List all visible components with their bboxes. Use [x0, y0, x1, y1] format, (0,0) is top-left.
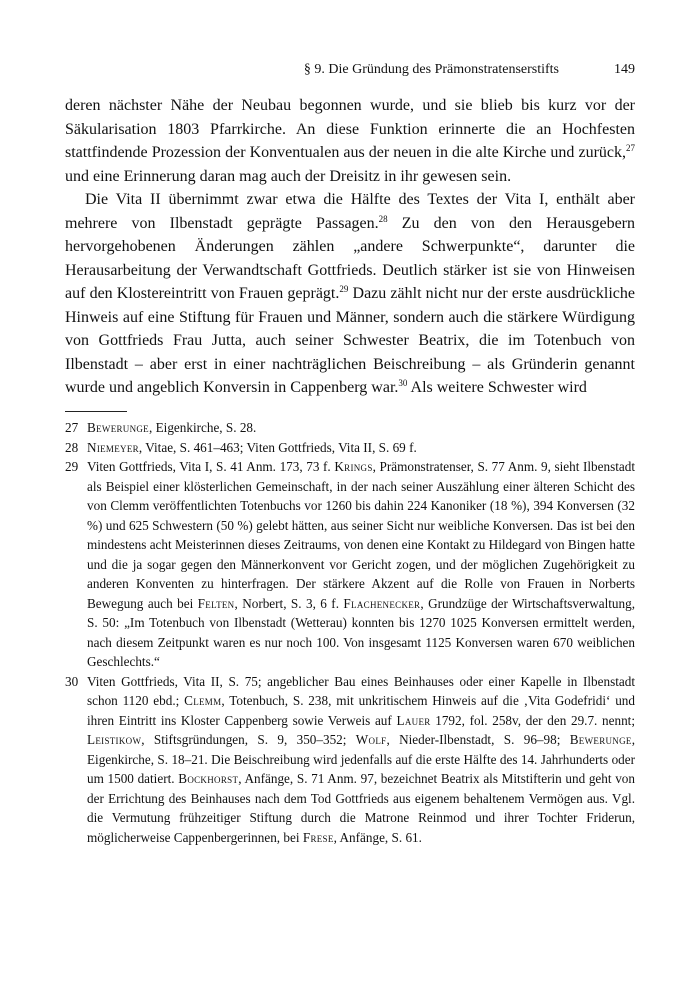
footnote-ref-30[interactable]: 30: [398, 378, 408, 388]
footnote-body: , Vitae, S. 461–463; Viten Gottfrieds, Vita II, S. 69 f.: [138, 439, 417, 455]
footnotes: [65, 418, 635, 847]
footnote-30: [65, 672, 635, 848]
author-name: Bewerunge: [569, 732, 632, 747]
footnote-27: [65, 418, 635, 438]
footnote-body: , Anfänge, S. 71 Anm. 97, bezeichnet Beatrix als Mitstifterin und geht von der Errichtung des Beinhauses nach dem Tod Gottfrieds aus eigenem behaltenem Vermögen aus. Vgl. die Vermutung frühzeitiger Stiftung durch die Matrone Reinmod und ihrer Tochter Friderun, möglicherweise Cappenbergerinnen, bei: [87, 771, 635, 845]
footnote-text: [87, 457, 635, 672]
footnote-28: [65, 438, 635, 458]
author-name: Wolf: [355, 732, 387, 747]
paragraph-1-text: deren nächster Nähe der Neubau begonnen wurde, und sie blieb bis kurz vor der Säkularisation 1803 Pfarrkirche. An diese Funktion erinnerte die an Hochfesten stattfindende Prozession der Konventualen aus der neuen in die alte Kirche und zurück,: [65, 97, 635, 161]
author-name: Bewerunge: [87, 420, 149, 435]
footnote-number: 28: [65, 439, 79, 455]
footnote-body: Viten Gottfrieds, Vita I, S. 41 Anm. 173, 73 f.: [87, 459, 335, 474]
footnote-body: , Eigenkirche, S. 18–21. Die Beischreibung wird jedenfalls auf die erste Hälfte des 14. Jahrhunderts oder um 1500 datiert.: [87, 732, 635, 786]
footnote-ref-28[interactable]: 28: [378, 213, 388, 224]
footnote-text: [87, 672, 635, 848]
footnote-body: , Anfänge, S. 61.: [333, 829, 422, 845]
page-number: 149: [614, 62, 635, 77]
author-name: Frese: [302, 829, 334, 845]
footnote-body: , Norbert, S. 3, 6 f.: [234, 595, 344, 611]
paragraph-1: [65, 94, 635, 188]
running-title: § 9. Die Gründung des Prämonstratenserstifts: [303, 62, 559, 77]
main-text: [65, 94, 635, 400]
footnote-number: 27: [65, 420, 79, 435]
paragraph-2-text-b: Zu den von den Herausgebern hervorgehobenen Änderungen zählen „andere Schwerpunkte“, darunter die Herausarbeitung der Verwandtschaft Gottfrieds. Deutlich stärker ist sie von Hinweisen auf den Klostereintritt von Frauen geprägt.: [65, 214, 635, 302]
footnote-text: [87, 418, 635, 438]
footnote-body: , Eigenkirche, S. 28.: [149, 420, 257, 435]
footnote-body: 1792, fol. 258v, der den 29.7. nennt;: [430, 712, 635, 728]
paragraph-2-text-a: Die Vita II übernimmt zwar etwa die Hälfte des Textes der Vita I, enthält aber mehrere von Ilbenstadt geprägte Passagen.: [65, 191, 635, 232]
paragraph-2-text-c: Dazu zählt nicht nur der erste ausdrückliche Hinweis auf eine Stiftung für Frauen und Männer, sondern auch die stärkere Würdigung von Gottfrieds Frau Jutta, auch seiner Schwester Beatrix, die im Totenbuch von Ilbenstadt – aber erst in einer nachträglichen Beischreibung – als Gründerin genannt wurde und angeblich Konversin in Cappenberg war.: [65, 285, 636, 396]
author-name: Clemm: [184, 693, 222, 708]
author-name: Niemeyer: [87, 439, 139, 455]
author-name: Krings: [334, 459, 373, 474]
author-name: Flachenecker: [343, 595, 421, 611]
footnote-body: , Nieder-Ilbenstadt, S. 96–98;: [386, 732, 570, 747]
footnote-ref-29[interactable]: 29: [339, 284, 349, 294]
footnote-body: , Totenbuch, S. 238, mit unkritischem Hinweis auf die ‚Vita Godefridi‘ und ihren Eintritt ins Kloster Cappenberg sowie Verweis auf: [87, 693, 635, 728]
footnote-body: Viten Gottfrieds, Vita II, S. 75; angeblicher Bau eines Beinhauses oder einer Kapelle in Ilbenstadt schon 1120 ebd.;: [87, 673, 635, 708]
footnote-29: [65, 457, 635, 672]
paragraph-1-text-end: und eine Erinnerung daran mag auch der Dreisitz in ihr gewesen sein.: [65, 167, 512, 185]
footnote-number: 29: [65, 459, 79, 474]
footnote-ref-27[interactable]: 27: [626, 143, 635, 153]
paragraph-2-text-d: Als weitere Schwester wird: [407, 379, 587, 396]
footnote-body: , Stiftsgründungen, S. 9, 350–352;: [141, 732, 356, 747]
paragraph-2: [65, 188, 635, 400]
footnote-text: [87, 438, 635, 458]
footnote-separator: [65, 411, 127, 412]
author-name: Leistikow: [87, 732, 142, 747]
footnote-body: , Prämonstratenser, S. 77 Anm. 9, sieht Ilbenstadt als Beispiel einer klösterlichen Gemeinschaft, in der nach seiner Auszählung einer älteren Schicht des von Clemm veröffentlichten Totenbuchs vor 1260 bis dahin 224 Kanoniker (18 %), 394 Konversen (32 %) und 625 Schwestern (50 %) gelebt hätten, aus seiner Sicht nur weibliche Konversen. Das ist bei den mindestens acht Meisterinnen dieses Zeitraums, von denen eine Kontakt zu Hildegard von Bingen hatte und die ja sogar gegen den Männerkonvent vor Gericht zogen, und der möglichen Zugehörigkeit zu anderen Konventen zu hinterfragen. Der stärkere Akzent auf die Rolle von Frauen in Norberts Bewegung auch bei: [87, 459, 635, 611]
author-name: Bockhorst: [178, 771, 239, 786]
author-name: Lauer: [396, 712, 431, 728]
footnote-body: , Grundzüge der Wirtschaftsverwaltung, S. 50: „Im Totenbuch von Ilbenstadt (Wetterau) konnten bis 1270 1025 Konversen ermittelt werden, nach diesem Zeitpunkt waren es nur noch 100. Von insgesamt 1125 Konversen waren 670 weiblichen Geschlechts.“: [87, 595, 635, 669]
running-header: [65, 62, 635, 82]
author-name: Felten: [197, 595, 235, 611]
footnote-number: 30: [65, 673, 79, 689]
